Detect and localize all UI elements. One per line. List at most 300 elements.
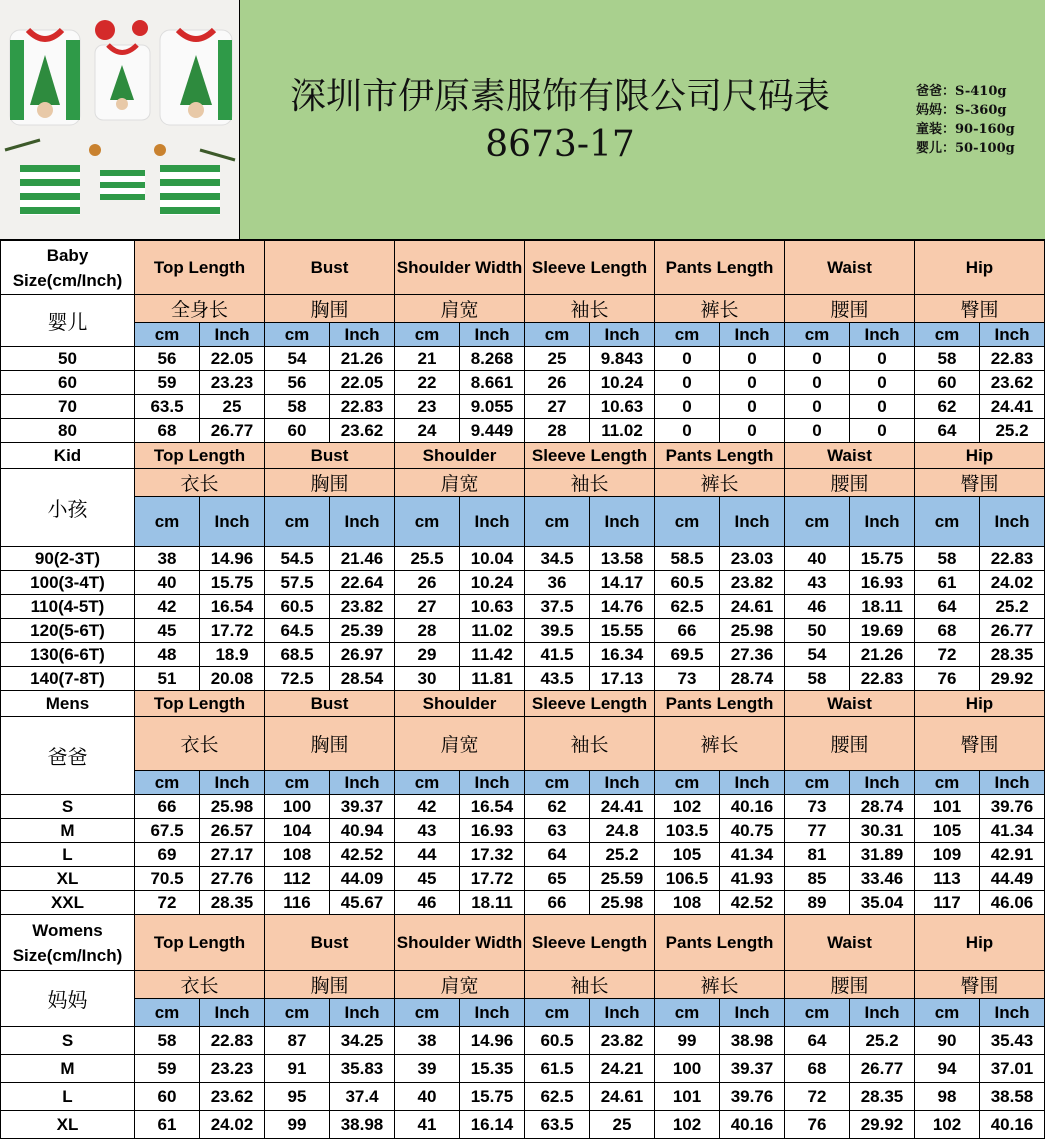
unit-cm: cm <box>135 771 200 795</box>
column-header-cn: 袖长 <box>525 971 655 999</box>
column-header-cn: 肩宽 <box>395 295 525 323</box>
section-cn-row <box>1 469 1045 497</box>
table-cell: 40.16 <box>720 1111 785 1139</box>
table-cell: 22 <box>395 371 460 395</box>
column-header-en: Top Length <box>135 241 265 295</box>
table-cell: 76 <box>915 667 980 691</box>
table-cell: 116 <box>265 891 330 915</box>
table-cell: 21.46 <box>330 547 395 571</box>
column-header-en: Waist <box>785 915 915 971</box>
column-header-cn: 衣长 <box>135 717 265 771</box>
section-header-row <box>1 241 1045 295</box>
table-cell: 77 <box>785 819 850 843</box>
table-cell: 10.24 <box>460 571 525 595</box>
table-cell: 68 <box>785 1055 850 1083</box>
table-cell: 23 <box>395 395 460 419</box>
table-cell: 24.21 <box>590 1055 655 1083</box>
table-cell: 63.5 <box>135 395 200 419</box>
table-cell: 35.04 <box>850 891 915 915</box>
table-cell: 103.5 <box>655 819 720 843</box>
table-cell: 68 <box>915 619 980 643</box>
table-cell: 101 <box>655 1083 720 1111</box>
table-cell: 0 <box>720 347 785 371</box>
table-cell: 22.83 <box>850 667 915 691</box>
table-cell: 40.16 <box>720 795 785 819</box>
table-cell: 61 <box>915 571 980 595</box>
table-cell: 70.5 <box>135 867 200 891</box>
column-header-cn: 肩宽 <box>395 717 525 771</box>
unit-inch: Inch <box>720 323 785 347</box>
table-cell: 66 <box>135 795 200 819</box>
table-cell: 0 <box>785 419 850 443</box>
table-cell: 10.24 <box>590 371 655 395</box>
table-cell: 17.72 <box>200 619 265 643</box>
table-cell: 17.72 <box>460 867 525 891</box>
table-cell: 10.63 <box>590 395 655 419</box>
table-cell: 9.449 <box>460 419 525 443</box>
unit-cm: cm <box>135 497 200 547</box>
unit-cm: cm <box>525 999 590 1027</box>
column-header-cn: 腰围 <box>785 971 915 999</box>
column-header-en: Pants Length <box>655 443 785 469</box>
table-cell: 14.96 <box>460 1027 525 1055</box>
column-header-cn: 全身长 <box>135 295 265 323</box>
table-cell: 36 <box>525 571 590 595</box>
unit-inch: Inch <box>330 323 395 347</box>
unit-cm: cm <box>395 323 460 347</box>
table-cell: 25 <box>200 395 265 419</box>
table-cell: 54.5 <box>265 547 330 571</box>
table-cell: 72 <box>915 643 980 667</box>
table-cell: 68.5 <box>265 643 330 667</box>
table-cell: 16.54 <box>200 595 265 619</box>
table-cell: 8.661 <box>460 371 525 395</box>
unit-row <box>1 999 1045 1027</box>
table-cell: 24.02 <box>980 571 1045 595</box>
table-row <box>1 571 1045 595</box>
table-cell: 108 <box>265 843 330 867</box>
table-cell: 42 <box>395 795 460 819</box>
column-header-cn: 袖长 <box>525 717 655 771</box>
table-cell: 25.2 <box>850 1027 915 1055</box>
table-cell: 90 <box>915 1027 980 1055</box>
table-cell: 104 <box>265 819 330 843</box>
family-pajamas-photo <box>0 0 240 240</box>
unit-inch: Inch <box>460 771 525 795</box>
unit-cm: cm <box>785 497 850 547</box>
column-header-cn: 裤长 <box>655 971 785 999</box>
section-title: Womens Size(cm/Inch) <box>1 915 135 971</box>
table-cell: 64 <box>915 419 980 443</box>
table-cell: 23.03 <box>720 547 785 571</box>
table-row <box>1 667 1045 691</box>
table-row <box>1 819 1045 843</box>
column-header-en: Top Length <box>135 443 265 469</box>
table-cell: 65 <box>525 867 590 891</box>
table-cell: 35.83 <box>330 1055 395 1083</box>
table-cell: 28.35 <box>200 891 265 915</box>
table-cell: 10.63 <box>460 595 525 619</box>
table-cell: 11.42 <box>460 643 525 667</box>
table-cell: 11.02 <box>460 619 525 643</box>
unit-cm: cm <box>265 999 330 1027</box>
column-header-en: Waist <box>785 443 915 469</box>
table-cell: 44.49 <box>980 867 1045 891</box>
table-cell: 60 <box>265 419 330 443</box>
section-header-row <box>1 443 1045 469</box>
table-cell: 98 <box>915 1083 980 1111</box>
table-cell: 24.8 <box>590 819 655 843</box>
unit-cm: cm <box>915 771 980 795</box>
table-cell: 0 <box>850 371 915 395</box>
table-cell: 28 <box>395 619 460 643</box>
table-cell: 58 <box>915 347 980 371</box>
table-cell: 42.52 <box>330 843 395 867</box>
table-cell: 102 <box>655 1111 720 1139</box>
table-cell: 26 <box>525 371 590 395</box>
table-cell: 0 <box>720 371 785 395</box>
unit-inch: Inch <box>460 323 525 347</box>
weights-list <box>916 82 1015 158</box>
table-cell: 40.16 <box>980 1111 1045 1139</box>
table-cell: 26.77 <box>850 1055 915 1083</box>
size-label: 50 <box>1 347 135 371</box>
table-row <box>1 1027 1045 1055</box>
table-cell: 102 <box>915 1111 980 1139</box>
size-label: S <box>1 795 135 819</box>
size-label: 130(6-6T) <box>1 643 135 667</box>
unit-cm: cm <box>525 323 590 347</box>
column-header-cn: 衣长 <box>135 971 265 999</box>
size-label: XL <box>1 1111 135 1139</box>
table-cell: 64 <box>525 843 590 867</box>
table-cell: 0 <box>720 419 785 443</box>
column-header-en: Waist <box>785 691 915 717</box>
table-cell: 22.83 <box>980 347 1045 371</box>
unit-inch: Inch <box>980 771 1045 795</box>
table-cell: 34.5 <box>525 547 590 571</box>
table-cell: 14.96 <box>200 547 265 571</box>
table-cell: 60.5 <box>655 571 720 595</box>
table-cell: 30 <box>395 667 460 691</box>
column-header-en: Bust <box>265 241 395 295</box>
table-cell: 106.5 <box>655 867 720 891</box>
size-label: 100(3-4T) <box>1 571 135 595</box>
table-cell: 16.54 <box>460 795 525 819</box>
table-row <box>1 1055 1045 1083</box>
unit-inch: Inch <box>200 323 265 347</box>
table-cell: 26 <box>395 571 460 595</box>
table-cell: 57.5 <box>265 571 330 595</box>
table-cell: 16.93 <box>850 571 915 595</box>
table-row <box>1 371 1045 395</box>
table-cell: 39.5 <box>525 619 590 643</box>
table-cell: 58 <box>785 667 850 691</box>
table-cell: 89 <box>785 891 850 915</box>
table-cell: 0 <box>655 395 720 419</box>
table-cell: 24 <box>395 419 460 443</box>
unit-inch: Inch <box>720 497 785 547</box>
table-cell: 67.5 <box>135 819 200 843</box>
table-cell: 91 <box>265 1055 330 1083</box>
column-header-cn: 衣长 <box>135 469 265 497</box>
table-cell: 100 <box>655 1055 720 1083</box>
table-cell: 27.17 <box>200 843 265 867</box>
table-cell: 14.17 <box>590 571 655 595</box>
table-cell: 19.69 <box>850 619 915 643</box>
table-cell: 59 <box>135 1055 200 1083</box>
table-cell: 24.41 <box>980 395 1045 419</box>
table-cell: 25.98 <box>720 619 785 643</box>
unit-cm: cm <box>785 323 850 347</box>
unit-cm: cm <box>785 771 850 795</box>
table-cell: 22.64 <box>330 571 395 595</box>
unit-cm: cm <box>265 771 330 795</box>
unit-cm: cm <box>395 999 460 1027</box>
table-cell: 23.82 <box>590 1027 655 1055</box>
table-cell: 25.2 <box>980 595 1045 619</box>
size-label: L <box>1 843 135 867</box>
table-cell: 60.5 <box>265 595 330 619</box>
title-banner <box>240 0 1045 240</box>
unit-inch: Inch <box>460 497 525 547</box>
table-cell: 29.92 <box>980 667 1045 691</box>
table-cell: 14.76 <box>590 595 655 619</box>
size-label: S <box>1 1027 135 1055</box>
section-title: Baby Size(cm/Inch) <box>1 241 135 295</box>
unit-inch: Inch <box>200 771 265 795</box>
column-header-en: Hip <box>915 915 1045 971</box>
table-cell: 43.5 <box>525 667 590 691</box>
unit-inch: Inch <box>460 999 525 1027</box>
table-cell: 24.61 <box>590 1083 655 1111</box>
table-cell: 0 <box>720 395 785 419</box>
table-cell: 28.35 <box>850 1083 915 1111</box>
table-cell: 72.5 <box>265 667 330 691</box>
column-header-cn: 臀围 <box>915 469 1045 497</box>
table-cell: 41.93 <box>720 867 785 891</box>
table-cell: 15.75 <box>460 1083 525 1111</box>
section-cn-label: 小孩 <box>1 469 135 547</box>
column-header-en: Hip <box>915 691 1045 717</box>
table-cell: 105 <box>655 843 720 867</box>
column-header-en: Pants Length <box>655 691 785 717</box>
table-cell: 40.75 <box>720 819 785 843</box>
table-cell: 58.5 <box>655 547 720 571</box>
table-cell: 40 <box>785 547 850 571</box>
table-cell: 61.5 <box>525 1055 590 1083</box>
unit-inch: Inch <box>330 771 395 795</box>
column-header-en: Waist <box>785 241 915 295</box>
unit-cm: cm <box>915 323 980 347</box>
unit-inch: Inch <box>850 323 915 347</box>
column-header-en: Shoulder Width <box>395 241 525 295</box>
weight-dad: 爸爸：S-410g <box>916 84 1007 99</box>
table-cell: 41.34 <box>720 843 785 867</box>
unit-cm: cm <box>915 999 980 1027</box>
table-cell: 23.23 <box>200 1055 265 1083</box>
table-cell: 25 <box>525 347 590 371</box>
table-cell: 20.08 <box>200 667 265 691</box>
table-cell: 40 <box>135 571 200 595</box>
column-header-en: Sleeve Length <box>525 443 655 469</box>
header <box>0 0 1045 240</box>
table-cell: 24.61 <box>720 595 785 619</box>
unit-cm: cm <box>265 497 330 547</box>
section-cn-label: 爸爸 <box>1 717 135 795</box>
unit-inch: Inch <box>200 497 265 547</box>
table-cell: 25.2 <box>980 419 1045 443</box>
size-label: M <box>1 1055 135 1083</box>
section-cn-label: 妈妈 <box>1 971 135 1027</box>
unit-inch: Inch <box>980 999 1045 1027</box>
section-header-row <box>1 691 1045 717</box>
table-cell: 73 <box>785 795 850 819</box>
table-cell: 81 <box>785 843 850 867</box>
table-cell: 60 <box>135 1083 200 1111</box>
unit-cm: cm <box>655 999 720 1027</box>
section-cn-row <box>1 971 1045 999</box>
table-cell: 76 <box>785 1111 850 1139</box>
table-cell: 27.36 <box>720 643 785 667</box>
table-cell: 56 <box>135 347 200 371</box>
unit-inch: Inch <box>980 323 1045 347</box>
unit-row <box>1 497 1045 547</box>
table-cell: 9.843 <box>590 347 655 371</box>
unit-inch: Inch <box>330 999 395 1027</box>
table-cell: 54 <box>265 347 330 371</box>
table-cell: 0 <box>655 419 720 443</box>
column-header-en: Bust <box>265 691 395 717</box>
table-cell: 41 <box>395 1111 460 1139</box>
column-header-cn: 胸围 <box>265 469 395 497</box>
table-cell: 15.75 <box>200 571 265 595</box>
size-chart-body <box>1 241 1045 1139</box>
table-cell: 24.41 <box>590 795 655 819</box>
table-cell: 11.81 <box>460 667 525 691</box>
column-header-en: Top Length <box>135 915 265 971</box>
table-cell: 26.77 <box>980 619 1045 643</box>
unit-cm: cm <box>915 497 980 547</box>
table-cell: 25.5 <box>395 547 460 571</box>
weight-baby: 婴儿：50-100g <box>916 141 1015 156</box>
table-cell: 27.76 <box>200 867 265 891</box>
table-cell: 22.05 <box>200 347 265 371</box>
table-cell: 0 <box>850 347 915 371</box>
table-cell: 99 <box>265 1111 330 1139</box>
table-cell: 37.01 <box>980 1055 1045 1083</box>
table-cell: 16.34 <box>590 643 655 667</box>
size-label: 80 <box>1 419 135 443</box>
table-cell: 31.89 <box>850 843 915 867</box>
table-cell: 87 <box>265 1027 330 1055</box>
table-cell: 0 <box>785 347 850 371</box>
column-header-en: Bust <box>265 443 395 469</box>
unit-inch: Inch <box>590 497 655 547</box>
size-label: 110(4-5T) <box>1 595 135 619</box>
column-header-en: Shoulder <box>395 691 525 717</box>
table-cell: 18.11 <box>460 891 525 915</box>
table-cell: 23.62 <box>200 1083 265 1111</box>
table-cell: 62 <box>915 395 980 419</box>
table-cell: 25.98 <box>590 891 655 915</box>
weight-mom: 妈妈：S-360g <box>916 103 1007 118</box>
table-cell: 8.268 <box>460 347 525 371</box>
table-cell: 17.13 <box>590 667 655 691</box>
table-cell: 28.35 <box>980 643 1045 667</box>
table-cell: 85 <box>785 867 850 891</box>
table-cell: 22.83 <box>200 1027 265 1055</box>
unit-cm: cm <box>525 497 590 547</box>
table-cell: 43 <box>785 571 850 595</box>
table-cell: 16.14 <box>460 1111 525 1139</box>
column-header-en: Sleeve Length <box>525 691 655 717</box>
size-chart-table <box>0 240 1045 1139</box>
table-cell: 35.43 <box>980 1027 1045 1055</box>
table-cell: 109 <box>915 843 980 867</box>
size-label: 60 <box>1 371 135 395</box>
table-cell: 45.67 <box>330 891 395 915</box>
unit-cm: cm <box>135 999 200 1027</box>
weight-kids: 童装：90-160g <box>916 122 1015 137</box>
table-cell: 15.75 <box>850 547 915 571</box>
table-cell: 108 <box>655 891 720 915</box>
table-cell: 51 <box>135 667 200 691</box>
unit-inch: Inch <box>590 323 655 347</box>
section-cn-row <box>1 717 1045 771</box>
table-cell: 42.52 <box>720 891 785 915</box>
table-cell: 34.25 <box>330 1027 395 1055</box>
table-cell: 22.83 <box>330 395 395 419</box>
table-cell: 46 <box>395 891 460 915</box>
unit-inch: Inch <box>590 999 655 1027</box>
table-cell: 9.055 <box>460 395 525 419</box>
table-cell: 23.23 <box>200 371 265 395</box>
table-cell: 29 <box>395 643 460 667</box>
table-cell: 13.58 <box>590 547 655 571</box>
size-label: XXL <box>1 891 135 915</box>
column-header-cn: 裤长 <box>655 295 785 323</box>
unit-cm: cm <box>655 497 720 547</box>
table-cell: 26.77 <box>200 419 265 443</box>
table-cell: 61 <box>135 1111 200 1139</box>
table-row <box>1 643 1045 667</box>
column-header-cn: 裤长 <box>655 469 785 497</box>
table-row <box>1 1111 1045 1139</box>
table-cell: 15.55 <box>590 619 655 643</box>
column-header-en: Top Length <box>135 691 265 717</box>
table-cell: 37.4 <box>330 1083 395 1111</box>
unit-row <box>1 771 1045 795</box>
size-label: 120(5-6T) <box>1 619 135 643</box>
table-cell: 41.34 <box>980 819 1045 843</box>
section-title: Mens <box>1 691 135 717</box>
column-header-cn: 腰围 <box>785 295 915 323</box>
table-cell: 22.05 <box>330 371 395 395</box>
unit-inch: Inch <box>590 771 655 795</box>
unit-inch: Inch <box>330 497 395 547</box>
table-cell: 64.5 <box>265 619 330 643</box>
column-header-cn: 袖长 <box>525 295 655 323</box>
table-row <box>1 347 1045 371</box>
table-row <box>1 795 1045 819</box>
page-title: 深圳市伊原素服饰有限公司尺码表 <box>289 76 830 117</box>
table-cell: 18.9 <box>200 643 265 667</box>
unit-cm: cm <box>265 323 330 347</box>
table-cell: 38.98 <box>720 1027 785 1055</box>
column-header-en: Hip <box>915 443 1045 469</box>
table-cell: 58 <box>135 1027 200 1055</box>
